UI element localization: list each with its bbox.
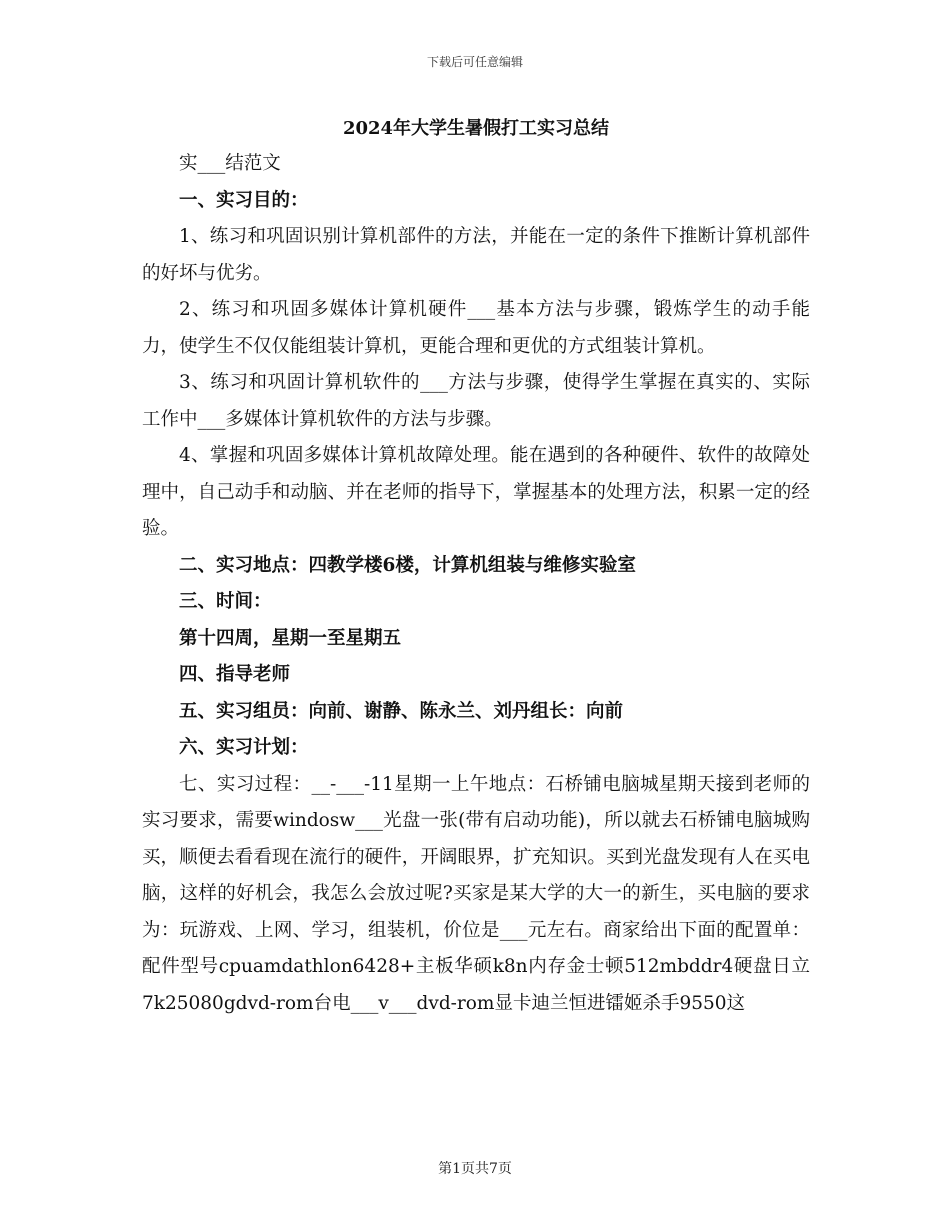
section-heading-time: 三、时间： <box>179 591 272 612</box>
subtitle-line: 实___结范文 <box>179 153 281 174</box>
document-body <box>142 112 810 1022</box>
document-title: 2024年大学生暑假打工实习总结 <box>342 118 610 139</box>
section-heading-members: 五、实习组员：向前、谢静、陈永兰、刘丹组长：向前 <box>179 700 624 722</box>
section-process: 七、实习过程：__-___-11星期一上午地点：石桥铺电脑城星期天接到老师的实习要求，需要windosw___光盘一张(带有启动功能)，所以就去石桥铺电脑城购买，顺便去看看现在流行的硬件，开阔眼界，扩充知识。买到光盘发现有人在买电脑，这样的好机会，我怎么会放过呢?买家是某大学的大一的新生，买电脑的要求为：玩游戏、上网、学习，组装机，价位是___元左右。商家给出下面的配置单：配件型号cpuamdathlon6428+主板华硕k8n内存金士顿512mbddr4硬盘日立7k25080gdvd-rom台电___v___dvd-rom显卡迪兰恒进镭姬杀手9550这 <box>142 773 810 1014</box>
purpose-item-3: 3、练习和巩固计算机软件的___方法与步骤，使得学生掌握在真实的、实际工作中___多媒体计算机软件的方法与步骤。 <box>142 372 810 430</box>
time-value: 第十四周，星期一至星期五 <box>179 627 402 649</box>
purpose-item-2: 2、练习和巩固多媒体计算机硬件___基本方法与步骤，锻炼学生的动手能力，使学生不仅仅能组装计算机，更能合理和更优的方式组装计算机。 <box>142 299 810 357</box>
section-heading-plan: 六、实习计划： <box>179 737 309 758</box>
section-heading-purpose: 一、实习目的： <box>179 189 309 211</box>
purpose-item-4: 4、掌握和巩固多媒体计算机故障处理。能在遇到的各种硬件、软件的故障处理中，自己动手和动脑、并在老师的指导下，掌握基本的处理方法，积累一定的经验。 <box>142 445 810 539</box>
page-number: 第1页共7页 <box>438 1161 512 1177</box>
section-heading-location: 二、实习地点：四教学楼6楼，计算机组装与维修实验室 <box>179 554 636 576</box>
purpose-item-1: 1、练习和巩固识别计算机部件的方法，并能在一定的条件下推断计算机部件的好坏与优劣。 <box>142 226 810 284</box>
section-heading-instructor: 四、指导老师 <box>179 664 291 685</box>
page-header-note: 下载后可任意编辑 <box>426 55 523 69</box>
